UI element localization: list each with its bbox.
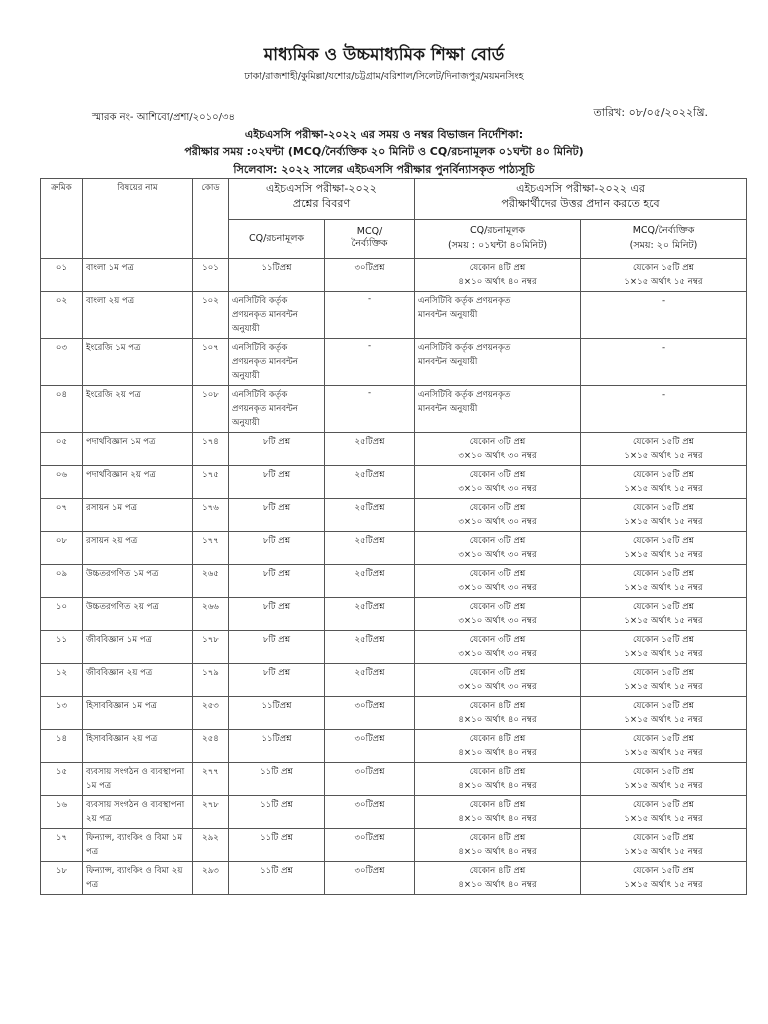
cell-mcq-questions: ২৫টিপ্রশ্ন: [325, 664, 415, 697]
cell-answer-cq-line2: ৪×১০ অর্থাৎ ৪০ নম্বর: [458, 814, 537, 824]
cell-answer-cq: [415, 862, 581, 895]
cell-answer-cq: [415, 466, 581, 499]
cell-mcq-questions: ৩০টিপ্রশ্ন: [325, 829, 415, 862]
cell-mcq-questions: ২৫টিপ্রশ্ন: [325, 466, 415, 499]
guideline-heading: এইচএসসি পরীক্ষা-২০২২ এর সময় ও নম্বর বিভাজন নির্দেশিকা:: [244, 128, 524, 141]
cell-answer-cq: [415, 763, 581, 796]
cell-mcq-questions: ৩০টিপ্রশ্ন: [325, 796, 415, 829]
cell-answer-cq-line2: ৩×১০ অর্থাৎ ৩০ নম্বর: [458, 484, 537, 494]
cell-answer-cq-line2: ৩×১০ অর্থাৎ ৩০ নম্বর: [458, 517, 537, 527]
cell-cq-questions: এনসিটিবি কর্তৃক প্রণয়নকৃত মানবন্টন অনুযায়ী: [229, 292, 325, 339]
cell-answer-cq-line1: যেকোন ৩টি প্রশ্ন: [469, 503, 526, 513]
cell-serial: ০২: [41, 292, 83, 339]
cell-answer-mcq-line2: ১×১৫ অর্থাৎ ১৫ নম্বর: [624, 781, 703, 791]
cell-mcq-questions: -: [325, 386, 415, 433]
cell-answer-cq-line2: ৪×১০ অর্থাৎ ৪০ নম্বর: [458, 781, 537, 791]
cell-answer-mcq: [581, 532, 747, 565]
cell-answer-cq-line1: যেকোন ৪টি প্রশ্ন: [469, 767, 526, 777]
cell-code: ২৬৬: [193, 598, 229, 631]
cell-answer-mcq: [581, 499, 747, 532]
cell-code: ১০২: [193, 292, 229, 339]
cell-answer-mcq-line1: যেকোন ১৫টি প্রশ্ন: [632, 668, 695, 678]
cell-mcq-questions: ২৫টিপ্রশ্ন: [325, 433, 415, 466]
cell-answer-mcq-line2: ১×১৫ অর্থাৎ ১৫ নম্বর: [624, 451, 703, 461]
table-row: [41, 697, 747, 730]
cell-answer-cq-line2: মানবন্টন অনুযায়ী: [418, 357, 478, 367]
cell-cq-questions: ১১টিপ্রশ্ন: [229, 697, 325, 730]
cell-answer-mcq-line1: যেকোন ১৫টি প্রশ্ন: [632, 701, 695, 711]
cell-answer-mcq: [581, 386, 747, 433]
cell-answer-mcq-line1: যেকোন ১৫টি প্রশ্ন: [632, 569, 695, 579]
cell-answer-cq-line2: ৩×১০ অর্থাৎ ৩০ নম্বর: [458, 550, 537, 560]
cell-answer-cq-line1: যেকোন ৪টি প্রশ্ন: [469, 701, 526, 711]
cell-answer-cq: [415, 829, 581, 862]
table-row: [41, 598, 747, 631]
sub-cq-header: CQ/রচনামূলক: [229, 220, 325, 259]
cell-answer-mcq: [581, 730, 747, 763]
cell-subject: হিসাববিজ্ঞান ১ম পত্র: [83, 697, 193, 730]
cell-answer-cq-line2: ৩×১০ অর্থাৎ ৩০ নম্বর: [458, 451, 537, 461]
cell-subject: পদার্থবিজ্ঞান ১ম পত্র: [83, 433, 193, 466]
table-row: [41, 532, 747, 565]
cell-answer-mcq-line1: যেকোন ১৫টি প্রশ্ন: [632, 437, 695, 447]
cell-answer-mcq-line2: ১×১৫ অর্থাৎ ১৫ নম্বর: [624, 715, 703, 725]
board-title: মাধ্যমিক ও উচ্চমাধ্যমিক শিক্ষা বোর্ড: [263, 45, 505, 65]
cell-answer-mcq-line2: ১×১৫ অর্থাৎ ১৫ নম্বর: [624, 277, 703, 287]
cell-subject: ব্যবসায় সংগঠন ও ব্যবস্থাপনা ১ম পত্র: [83, 763, 193, 796]
cell-mcq-questions: ৩০টিপ্রশ্ন: [325, 259, 415, 292]
cell-serial: ১৬: [41, 796, 83, 829]
cell-answer-mcq-line1: যেকোন ১৫টি প্রশ্ন: [632, 767, 695, 777]
cell-answer-cq: [415, 598, 581, 631]
cell-serial: ০৯: [41, 565, 83, 598]
cell-answer-cq-line1: যেকোন ৩টি প্রশ্ন: [469, 635, 526, 645]
cell-answer-mcq-line1: যেকোন ১৫টি প্রশ্ন: [632, 470, 695, 480]
cell-code: ১০৭: [193, 339, 229, 386]
cell-answer-cq-line1: এনসিটিবি কর্তৃক প্রণয়নকৃত: [418, 343, 511, 353]
cell-mcq-questions: -: [325, 339, 415, 386]
cell-code: ২৫৩: [193, 697, 229, 730]
table-row: [41, 499, 747, 532]
cell-answer-mcq: [581, 664, 747, 697]
cell-answer-cq: [415, 433, 581, 466]
cell-subject: ইংরেজি ১ম পত্র: [83, 339, 193, 386]
cell-answer-mcq-line2: ১×১৫ অর্থাৎ ১৫ নম্বর: [624, 517, 703, 527]
cell-cq-questions: ৮টি প্রশ্ন: [229, 565, 325, 598]
sub-answer-mcq-line1: MCQ/নৈর্ব্যক্তিক: [632, 225, 695, 236]
cell-answer-cq-line1: যেকোন ৩টি প্রশ্ন: [469, 569, 526, 579]
cell-serial: ১৮: [41, 862, 83, 895]
cell-answer-mcq-line1: যেকোন ১৫টি প্রশ্ন: [632, 833, 695, 843]
cell-serial: ০৭: [41, 499, 83, 532]
table-body: [41, 259, 747, 895]
cell-code: ১৭৯: [193, 664, 229, 697]
cell-answer-cq: [415, 631, 581, 664]
cell-serial: ০৩: [41, 339, 83, 386]
cell-answer-cq: [415, 292, 581, 339]
cell-code: ২৭৮: [193, 796, 229, 829]
cell-mcq-questions: ২৫টিপ্রশ্ন: [325, 532, 415, 565]
cell-subject: উচ্চতরগণিত ১ম পত্র: [83, 565, 193, 598]
cell-answer-mcq: [581, 862, 747, 895]
cell-mcq-questions: -: [325, 292, 415, 339]
cell-answer-cq-line1: যেকোন ৩টি প্রশ্ন: [469, 668, 526, 678]
cell-answer-mcq-line2: ১×১৫ অর্থাৎ ১৫ নম্বর: [624, 649, 703, 659]
cell-mcq-questions: ২৫টিপ্রশ্ন: [325, 565, 415, 598]
cell-mcq-questions: ২৫টিপ্রশ্ন: [325, 598, 415, 631]
cell-cq-questions: ১১টি প্রশ্ন: [229, 763, 325, 796]
cell-answer-cq-line1: যেকোন ৪টি প্রশ্ন: [469, 734, 526, 744]
cell-answer-mcq: [581, 565, 747, 598]
cell-serial: ১৩: [41, 697, 83, 730]
group1-line1: এইচএসসি পরীক্ষা-২০২২: [266, 182, 377, 195]
cell-code: ২৭৭: [193, 763, 229, 796]
cell-answer-mcq-line2: ১×১৫ অর্থাৎ ১৫ নম্বর: [624, 748, 703, 758]
cell-answer-mcq-line1: -: [661, 343, 666, 353]
cell-answer-mcq-line1: যেকোন ১৫টি প্রশ্ন: [632, 734, 695, 744]
cell-subject: উচ্চতরগণিত ২য় পত্র: [83, 598, 193, 631]
cell-serial: ১২: [41, 664, 83, 697]
cell-answer-cq: [415, 697, 581, 730]
cell-answer-mcq-line2: ১×১৫ অর্থাৎ ১৫ নম্বর: [624, 583, 703, 593]
cell-serial: ১৫: [41, 763, 83, 796]
cell-cq-questions: ১১টি প্রশ্ন: [229, 796, 325, 829]
cell-code: ২৫৪: [193, 730, 229, 763]
cell-answer-mcq-line1: যেকোন ১৫টি প্রশ্ন: [632, 503, 695, 513]
cell-serial: ১৪: [41, 730, 83, 763]
cell-cq-questions: এনসিটিবি কর্তৃক প্রণয়নকৃত মানবন্টন অনুযায়ী: [229, 386, 325, 433]
cell-answer-mcq-line1: যেকোন ১৫টি প্রশ্ন: [632, 635, 695, 645]
exam-time-heading: পরীক্ষার সময় :০২ঘন্টা (MCQ/নৈর্ব্যক্তিক ২০ মিনিট ও CQ/রচনামূলক ০১ঘন্টা ৪০ মিনিট): [184, 145, 584, 158]
cell-answer-cq-line1: এনসিটিবি কর্তৃক প্রণয়নকৃত: [418, 296, 511, 306]
cell-answer-cq: [415, 565, 581, 598]
cell-cq-questions: ১১টিপ্রশ্ন: [229, 259, 325, 292]
table-row: [41, 763, 747, 796]
table-row: [41, 433, 747, 466]
cell-answer-cq: [415, 664, 581, 697]
table-row: [41, 565, 747, 598]
table-row: [41, 466, 747, 499]
cell-cq-questions: ৮টি প্রশ্ন: [229, 664, 325, 697]
cell-answer-mcq: [581, 598, 747, 631]
cell-answer-mcq: [581, 433, 747, 466]
cell-answer-cq-line2: ৩×১০ অর্থাৎ ৩০ নম্বর: [458, 583, 537, 593]
sub-answer-cq-line1: CQ/রচনামূলক: [469, 225, 526, 236]
cell-subject: রসায়ন ১ম পত্র: [83, 499, 193, 532]
cell-serial: ০৪: [41, 386, 83, 433]
cell-code: ১৭৫: [193, 466, 229, 499]
question-description-header: [229, 179, 415, 220]
cell-mcq-questions: ৩০টিপ্রশ্ন: [325, 862, 415, 895]
cell-answer-cq-line2: ৩×১০ অর্থাৎ ৩০ নম্বর: [458, 682, 537, 692]
table-row: [41, 292, 747, 339]
cell-answer-cq-line2: ৩×১০ অর্থাৎ ৩০ নম্বর: [458, 649, 537, 659]
cell-answer-mcq: [581, 339, 747, 386]
sub-mcq-header: [325, 220, 415, 259]
cell-cq-questions: ৮টি প্রশ্ন: [229, 499, 325, 532]
cell-subject: পদার্থবিজ্ঞান ২য় পত্র: [83, 466, 193, 499]
cell-answer-cq: [415, 796, 581, 829]
sub-answer-mcq-header: [581, 220, 747, 259]
cell-serial: ০১: [41, 259, 83, 292]
cell-mcq-questions: ২৫টিপ্রশ্ন: [325, 631, 415, 664]
cell-answer-cq-line2: ৪×১০ অর্থাৎ ৪০ নম্বর: [458, 748, 537, 758]
sub-mcq-line1: MCQ/: [356, 226, 383, 237]
table-row: [41, 730, 747, 763]
cell-answer-mcq-line2: ১×১৫ অর্থাৎ ১৫ নম্বর: [624, 847, 703, 857]
cell-answer-mcq: [581, 796, 747, 829]
table-row: [41, 862, 747, 895]
cell-answer-cq: [415, 499, 581, 532]
cell-answer-cq-line2: ৪×১০ অর্থাৎ ৪০ নম্বর: [458, 277, 537, 287]
cell-cq-questions: ৮টি প্রশ্ন: [229, 598, 325, 631]
cell-cq-questions: ৮টি প্রশ্ন: [229, 433, 325, 466]
cell-answer-mcq-line1: যেকোন ১৫টি প্রশ্ন: [632, 800, 695, 810]
table-row: [41, 259, 747, 292]
table-row: [41, 631, 747, 664]
cell-answer-cq-line2: ৪×১০ অর্থাৎ ৪০ নম্বর: [458, 847, 537, 857]
cell-answer-cq-line1: যেকোন ৪টি প্রশ্ন: [469, 263, 526, 273]
cell-mcq-questions: ২৫টিপ্রশ্ন: [325, 499, 415, 532]
cell-subject: ফিন্যান্স, ব্যাংকিং ও বিমা ২য় পত্র: [83, 862, 193, 895]
cell-code: ১৭৭: [193, 532, 229, 565]
cell-answer-mcq-line2: ১×১৫ অর্থাৎ ১৫ নম্বর: [624, 682, 703, 692]
cell-cq-questions: ১১টি প্রশ্ন: [229, 829, 325, 862]
cell-answer-mcq: [581, 631, 747, 664]
cell-subject: হিসাববিজ্ঞান ২য় পত্র: [83, 730, 193, 763]
cell-answer-mcq-line1: -: [661, 296, 666, 306]
cell-cq-questions: ৮টি প্রশ্ন: [229, 466, 325, 499]
sub-answer-cq-header: [415, 220, 581, 259]
cell-code: ১৭৪: [193, 433, 229, 466]
cell-answer-mcq-line2: ১×১৫ অর্থাৎ ১৫ নম্বর: [624, 550, 703, 560]
cell-subject: ফিন্যান্স, ব্যাংকিং ও বিমা ১ম পত্র: [83, 829, 193, 862]
group1-line2: প্রশ্নের বিবরণ: [292, 197, 351, 210]
cell-answer-cq-line1: যেকোন ৩টি প্রশ্ন: [469, 437, 526, 447]
cell-code: ১৭৬: [193, 499, 229, 532]
cell-serial: ০৬: [41, 466, 83, 499]
group2-line1: এইচএসসি পরীক্ষা-২০২২ এর: [516, 182, 645, 195]
table-row: [41, 339, 747, 386]
cell-answer-cq-line1: যেকোন ৪টি প্রশ্ন: [469, 833, 526, 843]
cell-answer-cq-line1: যেকোন ৩টি প্রশ্ন: [469, 470, 526, 480]
cell-answer-cq-line2: ৩×১০ অর্থাৎ ৩০ নম্বর: [458, 616, 537, 626]
cell-subject: জীববিজ্ঞান ২য় পত্র: [83, 664, 193, 697]
cell-answer-mcq-line1: -: [661, 390, 666, 400]
cell-answer-cq-line1: এনসিটিবি কর্তৃক প্রণয়নকৃত: [418, 390, 511, 400]
cell-answer-mcq: [581, 466, 747, 499]
cell-answer-mcq: [581, 292, 747, 339]
cell-mcq-questions: ৩০টিপ্রশ্ন: [325, 763, 415, 796]
cell-answer-cq-line2: মানবন্টন অনুযায়ী: [418, 404, 478, 414]
cell-subject: জীববিজ্ঞান ১ম পত্র: [83, 631, 193, 664]
cell-serial: ০৫: [41, 433, 83, 466]
cell-answer-mcq-line1: যেকোন ১৫টি প্রশ্ন: [632, 536, 695, 546]
cell-answer-cq: [415, 339, 581, 386]
cell-serial: ১০: [41, 598, 83, 631]
cell-answer-cq-line2: ৪×১০ অর্থাৎ ৪০ নম্বর: [458, 880, 537, 890]
cell-answer-cq-line1: যেকোন ৪টি প্রশ্ন: [469, 866, 526, 876]
group2-line2: পরীক্ষার্থীদের উত্তর প্রদান করতে হবে: [501, 197, 660, 210]
cell-answer-cq-line2: ৪×১০ অর্থাৎ ৪০ নম্বর: [458, 715, 537, 725]
cell-answer-mcq: [581, 763, 747, 796]
cell-subject: রসায়ন ২য় পত্র: [83, 532, 193, 565]
syllabus-heading: সিলেবাস: ২০২২ সালের এইচএসসি পরীক্ষার পুনর্বিন্যাসকৃত পাঠ্যসূচি: [233, 163, 535, 176]
cell-answer-cq: [415, 730, 581, 763]
sub-answer-cq-line2: (সময় : ০১ঘন্টা ৪০মিনিট): [447, 240, 548, 251]
board-cities: ঢাকা/রাজশাহী/কুমিল্লা/যশোর/চট্টগ্রাম/বরিশাল/সিলেট/দিনাজপুর/ময়মনসিংহ: [244, 71, 524, 82]
answer-requirement-header: [415, 179, 747, 220]
cell-answer-mcq-line2: ১×১৫ অর্থাৎ ১৫ নম্বর: [624, 814, 703, 824]
col-code-header: কোড: [193, 179, 229, 259]
cell-mcq-questions: ৩০টিপ্রশ্ন: [325, 697, 415, 730]
col-subject-header: বিষয়ের নাম: [83, 179, 193, 259]
cell-answer-mcq: [581, 829, 747, 862]
cell-answer-cq-line2: মানবন্টন অনুযায়ী: [418, 310, 478, 320]
cell-code: ১০৮: [193, 386, 229, 433]
sub-answer-mcq-line2: (সময়: ২০ মিনিট): [629, 240, 698, 251]
table-row: [41, 386, 747, 433]
cell-answer-mcq-line2: ১×১৫ অর্থাৎ ১৫ নম্বর: [624, 880, 703, 890]
cell-answer-cq-line1: যেকোন ৪টি প্রশ্ন: [469, 800, 526, 810]
cell-subject: ইংরেজি ২য় পত্র: [83, 386, 193, 433]
cell-answer-cq: [415, 259, 581, 292]
cell-answer-cq: [415, 532, 581, 565]
marks-distribution-table: [40, 178, 747, 895]
cell-code: ১০১: [193, 259, 229, 292]
cell-cq-questions: এনসিটিবি কর্তৃক প্রণয়নকৃত মানবন্টন অনুযায়ী: [229, 339, 325, 386]
cell-code: ২৯৩: [193, 862, 229, 895]
table-row: [41, 796, 747, 829]
memo-number: স্মারক নং- আশিবো/প্রশা/২০১০/৩৪: [92, 112, 235, 123]
cell-answer-cq-line1: যেকোন ৩টি প্রশ্ন: [469, 602, 526, 612]
cell-answer-mcq-line2: ১×১৫ অর্থাৎ ১৫ নম্বর: [624, 616, 703, 626]
cell-answer-cq: [415, 386, 581, 433]
sub-mcq-line2: নৈর্ব্যক্তিক: [351, 238, 388, 249]
cell-answer-cq-line1: যেকোন ৩টি প্রশ্ন: [469, 536, 526, 546]
cell-answer-mcq-line1: যেকোন ১৫টি প্রশ্ন: [632, 866, 695, 876]
cell-code: ১৭৮: [193, 631, 229, 664]
cell-subject: বাংলা ১ম পত্র: [83, 259, 193, 292]
table-row: [41, 664, 747, 697]
cell-cq-questions: ১১টিপ্রশ্ন: [229, 730, 325, 763]
cell-code: ২৬৫: [193, 565, 229, 598]
cell-answer-mcq: [581, 697, 747, 730]
cell-serial: ০৮: [41, 532, 83, 565]
cell-answer-mcq-line1: যেকোন ১৫টি প্রশ্ন: [632, 602, 695, 612]
cell-answer-mcq: [581, 259, 747, 292]
cell-mcq-questions: ৩০টিপ্রশ্ন: [325, 730, 415, 763]
cell-cq-questions: ৮টি প্রশ্ন: [229, 532, 325, 565]
cell-code: ২৯২: [193, 829, 229, 862]
cell-serial: ১১: [41, 631, 83, 664]
cell-answer-mcq-line2: ১×১৫ অর্থাৎ ১৫ নম্বর: [624, 484, 703, 494]
table-row: [41, 829, 747, 862]
cell-serial: ১৭: [41, 829, 83, 862]
cell-answer-mcq-line1: যেকোন ১৫টি প্রশ্ন: [632, 263, 695, 273]
cell-subject: ব্যবসায় সংগঠন ও ব্যবস্থাপনা ২য় পত্র: [83, 796, 193, 829]
cell-cq-questions: ৮টি প্রশ্ন: [229, 631, 325, 664]
cell-cq-questions: ১১টি প্রশ্ন: [229, 862, 325, 895]
col-serial-header: ক্রমিক: [41, 179, 83, 259]
document-date: তারিখ: ০৮/০৫/২০২২খ্রি.: [593, 106, 708, 119]
cell-subject: বাংলা ২য় পত্র: [83, 292, 193, 339]
